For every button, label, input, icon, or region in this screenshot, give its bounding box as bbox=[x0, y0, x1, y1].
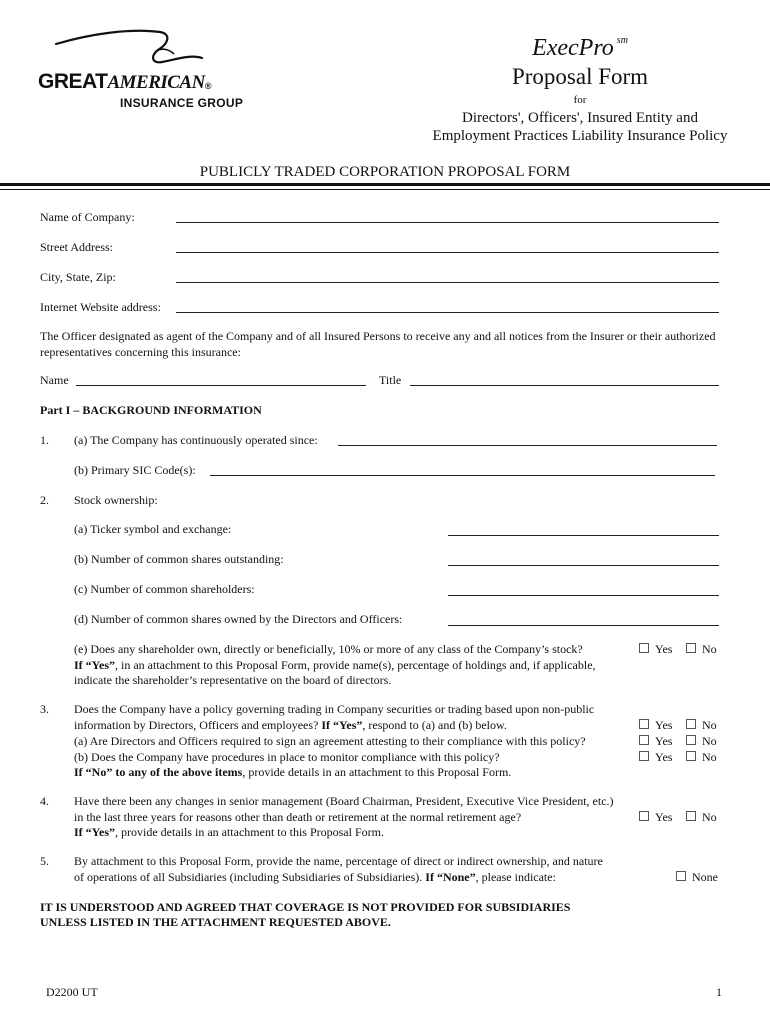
section-title: PUBLICLY TRADED CORPORATION PROPOSAL FORM bbox=[199, 164, 571, 180]
city-state-zip-field[interactable] bbox=[176, 282, 719, 283]
q3-yes-checkbox[interactable] bbox=[639, 719, 649, 729]
logo-registered: ® bbox=[204, 81, 212, 91]
street-address-field[interactable] bbox=[176, 252, 719, 253]
q2e-instruction bbox=[74, 657, 596, 673]
q3a-label: (a) Are Directors and Officers required to sign an agreement attesting to their compliance with this policy? bbox=[74, 734, 586, 748]
company-name-label: Name of Company: bbox=[40, 210, 135, 224]
q3-no-option[interactable]: No bbox=[686, 717, 717, 733]
website-label: Internet Website address: bbox=[40, 300, 161, 314]
q2c-label: (c) Number of common shareholders: bbox=[74, 582, 255, 596]
disclaimer-line2: UNLESS LISTED IN THE ATTACHMENT REQUESTED ABOVE. bbox=[40, 915, 391, 929]
q1a-field[interactable] bbox=[338, 445, 717, 446]
officer-name-label: Name bbox=[40, 373, 69, 387]
company-logo bbox=[38, 24, 248, 119]
q3a-no-checkbox[interactable] bbox=[686, 735, 696, 745]
q2e-if-yes: If “Yes” bbox=[74, 658, 115, 672]
q2d-field[interactable] bbox=[448, 625, 719, 626]
q5-if-none: If “None” bbox=[422, 870, 476, 884]
q5-line1: By attachment to this Proposal Form, provide the name, percentage of direct or indirect ownership, and nature bbox=[74, 854, 603, 868]
disclaimer-line1: IT IS UNDERSTOOD AND AGREED THAT COVERAGE IS NOT PROVIDED FOR SUBSIDIARIES bbox=[40, 900, 571, 914]
header-line1: Directors', Officers', Insured Entity and bbox=[462, 110, 698, 126]
form-header bbox=[410, 26, 750, 145]
q3-line2: information by Directors, Officers and employees? If “Yes”, respond to (a) and (b) below. bbox=[74, 718, 507, 732]
q1b-field[interactable] bbox=[210, 475, 715, 476]
product-mark: sm bbox=[616, 35, 628, 46]
q5-none-checkbox[interactable] bbox=[676, 871, 686, 881]
q1b-label: (b) Primary SIC Code(s): bbox=[74, 463, 196, 477]
q3-line1: Does the Company have a policy governing trading in Company securities or trading based upon non-public bbox=[74, 702, 595, 716]
q3-if-no: If “No” to any of the above items bbox=[74, 765, 243, 779]
q3-if-yes: If “Yes” bbox=[318, 718, 363, 732]
q2b-label: (b) Number of common shares outstanding: bbox=[74, 552, 284, 566]
q3a-yes-checkbox[interactable] bbox=[639, 735, 649, 745]
form-code: D2200 UT bbox=[46, 985, 98, 999]
q5-none-option[interactable]: None bbox=[676, 869, 718, 885]
q2b-field[interactable] bbox=[448, 565, 719, 566]
q3-instruction: If “No” to any of the above items, provide details in an attachment to this Proposal Form. bbox=[74, 765, 512, 779]
q5-line2: of operations of all Subsidiaries (including Subsidiaries of Subsidiaries). If “None”, please indicate: bbox=[74, 870, 556, 884]
q3b-label: (b) Does the Company have procedures in place to monitor compliance with this policy? bbox=[74, 750, 500, 764]
q2e-yes-option[interactable]: Yes bbox=[639, 641, 672, 657]
q3-yes-option[interactable]: Yes bbox=[639, 717, 672, 733]
form-title: Proposal Form bbox=[511, 64, 649, 89]
q4-instruction: If “Yes”, provide details in an attachment to this Proposal Form. bbox=[74, 825, 384, 839]
q3a-no-option[interactable]: No bbox=[686, 733, 717, 749]
q2e-yes-checkbox[interactable] bbox=[639, 643, 649, 653]
q2e-question: (e) Does any shareholder own, directly or beneficially, 10% or more of any class of the Company’s stock? bbox=[74, 642, 583, 656]
title-rule-thin bbox=[0, 189, 770, 190]
q4-if-yes: If “Yes” bbox=[74, 825, 115, 839]
officer-title-label: Title bbox=[379, 373, 402, 387]
street-address-label: Street Address: bbox=[40, 240, 113, 254]
officer-name-field[interactable] bbox=[76, 385, 366, 386]
logo-american: AMERICAN bbox=[107, 72, 205, 93]
title-rule-thick bbox=[0, 183, 770, 186]
q3b-yes-option[interactable]: Yes bbox=[639, 749, 672, 765]
part1-heading: Part I – BACKGROUND INFORMATION bbox=[40, 403, 262, 417]
q4-number: 4. bbox=[40, 794, 49, 808]
officer-title-field[interactable] bbox=[410, 385, 719, 386]
q3b-yes-checkbox[interactable] bbox=[639, 751, 649, 761]
q1a-label: (a) The Company has continuously operated since: bbox=[74, 433, 318, 447]
q2e-line3: indicate the shareholder’s representative on the board of directors. bbox=[74, 673, 392, 687]
q3-no-checkbox[interactable] bbox=[686, 719, 696, 729]
header-for: for bbox=[573, 94, 587, 106]
q5-number: 5. bbox=[40, 854, 49, 868]
header-line2: Employment Practices Liability Insurance Policy bbox=[432, 128, 728, 144]
q3b-no-option[interactable]: No bbox=[686, 749, 717, 765]
logo-subtitle: INSURANCE GROUP bbox=[120, 96, 244, 110]
q2c-field[interactable] bbox=[448, 595, 719, 596]
q2e-instruction-text: , in an attachment to this Proposal Form, provide name(s), percentage of holdings and, if applicable, bbox=[115, 658, 596, 672]
q2-number: 2. bbox=[40, 493, 49, 507]
q2e-no-checkbox[interactable] bbox=[686, 643, 696, 653]
q2d-label: (d) Number of common shares owned by the Directors and Officers: bbox=[74, 612, 403, 626]
q4-no-checkbox[interactable] bbox=[686, 811, 696, 821]
q3b-no-checkbox[interactable] bbox=[686, 751, 696, 761]
q4-no-option[interactable]: No bbox=[686, 809, 717, 825]
website-field[interactable] bbox=[176, 312, 719, 313]
q2e-no-option[interactable]: No bbox=[686, 641, 717, 657]
city-state-zip-label: City, State, Zip: bbox=[40, 270, 116, 284]
q1-number: 1. bbox=[40, 433, 49, 447]
product-name: ExecPro bbox=[532, 35, 614, 61]
page-number: 1 bbox=[716, 985, 722, 999]
officer-text: The Officer designated as agent of the Company and of all Insured Persons to receive any and all notices from the Insurer or their authorized representatives concerning this insurance: bbox=[40, 329, 716, 359]
q2a-label: (a) Ticker symbol and exchange: bbox=[74, 522, 232, 536]
q2a-field[interactable] bbox=[448, 535, 719, 536]
q4-line2: in the last three years for reasons other than death or retirement at the normal retirement age? bbox=[74, 810, 522, 824]
q3a-yes-option[interactable]: Yes bbox=[639, 733, 672, 749]
eagle-wing-icon bbox=[50, 24, 210, 74]
q4-yes-option[interactable]: Yes bbox=[639, 809, 672, 825]
q3-number: 3. bbox=[40, 702, 49, 716]
logo-great: GREAT bbox=[38, 70, 108, 93]
q4-yes-checkbox[interactable] bbox=[639, 811, 649, 821]
q4-line1: Have there been any changes in senior management (Board Chairman, President, Executive Vice President, etc.) bbox=[74, 794, 614, 808]
q2-label: Stock ownership: bbox=[74, 493, 158, 507]
company-name-field[interactable] bbox=[176, 222, 719, 223]
